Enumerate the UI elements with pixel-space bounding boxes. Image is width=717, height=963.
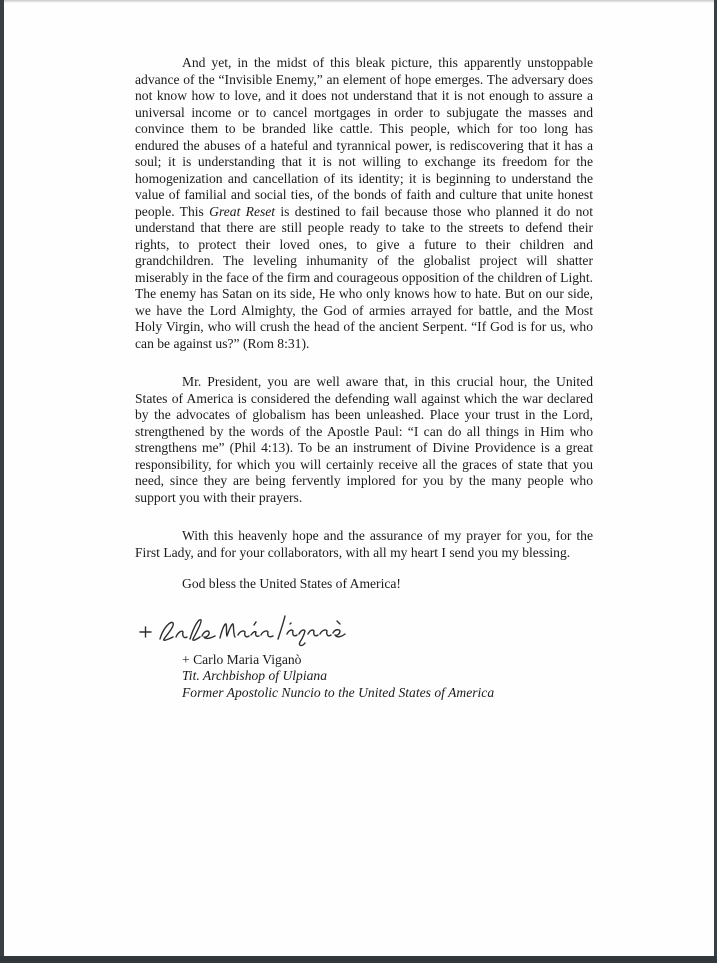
handwritten-signature [135,608,357,652]
paragraph-hope-emerges [135,55,593,352]
signature-name: + Carlo Maria Viganò [182,651,302,667]
paragraph-text: And yet, in the midst of this bleak picture, this apparently unstoppable advance of the “Invisible Enemy,” an element of hope emerges. The adversary does not know how to love, and it does not understand that it is not enough to assure a universal income or to cancel mortgages in order to subjugate the masses and convince them to be branded like cattle. This people, which for too long has endured the abuses of a hateful and tyrannical power, is rediscovering that it has a soul; it is understanding that it is not willing to exchange its freedom for the homogenization and cancellation of its identity; it is beginning to understand the value of familial and social ties, of the bonds of faith and culture that unite honest people. This [135,55,593,219]
paragraph-mr-president: Mr. President, you are well aware that, in this crucial hour, the United States of America is considered the defending wall against which the war declared by the advocates of globalism has been unleashed. Place your trust in the Lord, strengthened by the words of the Apostle Paul: “I can do all things in Him who strengthens me” (Phil 4:13). To be an instrument of Divine Providence is a great responsibility, for which you will certainly receive all the graces of state that you need, since they are being fervently implored for you by the many people who support you with their prayers. [135,374,593,505]
signature-ink-icon [135,608,357,652]
letter-body [135,55,593,701]
scan-left-edge [0,0,4,963]
scan-bottom-edge [0,956,717,963]
scan-top-edge [0,0,717,3]
letter-page [4,0,714,956]
signature-title-nuncio: Former Apostolic Nuncio to the United States of America [182,684,495,700]
emphasis-great-reset: Great Reset [209,203,276,219]
paragraph-god-bless: God bless the United States of America! [182,576,401,591]
signature-title-archbishop: Tit. Archbishop of Ulpiana [182,668,328,683]
paragraph-heavenly-hope: With this heavenly hope and the assurance of my prayer for you, for the First Lady, and for your collaborators, with all my heart I send you my blessing. [135,528,593,560]
paragraph-text: is destined to fail because those who planned it do not understand that there are still people ready to take to the streets to defend their rights, to protect their loved ones, to give a future to their children and grandchildren. The leveling inhumanity of the globalist project will shatter miserably in the face of the firm and courageous opposition of the children of Light. The enemy has Satan on its side, He who only knows how to hate. But on our side, we have the Lord Almighty, the God of armies arrayed for battle, and the Most Holy Virgin, who will crush the head of the ancient Serpent. “If God is for us, who can be against us?” (Rom 8:31). [135,203,593,351]
